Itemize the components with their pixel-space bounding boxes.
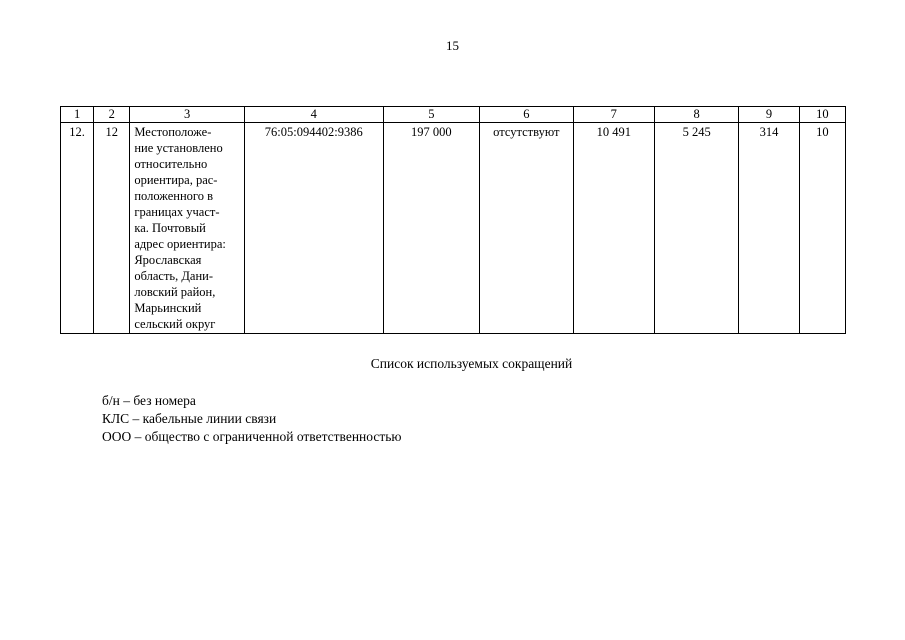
table-header-row bbox=[61, 107, 846, 123]
cadastral-number-cell: 76:05:094402:9386 bbox=[244, 123, 383, 334]
encumbrance-cell: отсутствуют bbox=[480, 123, 573, 334]
column-header: 4 bbox=[244, 107, 383, 123]
column-header: 5 bbox=[383, 107, 479, 123]
page-number: 15 bbox=[446, 38, 459, 53]
location-line: ориентира, рас- bbox=[134, 173, 218, 187]
land-plot-table bbox=[60, 106, 846, 334]
table-row bbox=[61, 123, 846, 334]
location-cell bbox=[130, 123, 245, 334]
column-header: 10 bbox=[799, 107, 845, 123]
value-cell-7: 10 491 bbox=[573, 123, 654, 334]
row-number-cell: 12. bbox=[61, 123, 94, 334]
column-header: 9 bbox=[739, 107, 799, 123]
column-header: 1 bbox=[61, 107, 94, 123]
location-line: Местоположе- bbox=[134, 125, 212, 139]
location-line: адрес ориентира: bbox=[134, 237, 226, 251]
location-line: Ярославская bbox=[134, 253, 202, 267]
value-cell-8: 5 245 bbox=[654, 123, 738, 334]
column-header: 2 bbox=[94, 107, 130, 123]
location-line: Марьинский bbox=[134, 301, 202, 315]
abbreviations-title: Список используемых сокращений bbox=[370, 356, 573, 371]
location-line: положенного в bbox=[134, 189, 214, 203]
location-line: ка. Почтовый bbox=[134, 221, 206, 235]
column-header: 8 bbox=[654, 107, 738, 123]
location-line: ловский район, bbox=[134, 285, 216, 299]
abbreviation-item: КЛС – кабельные линии связи bbox=[102, 411, 277, 426]
location-line: область, Дани- bbox=[134, 269, 213, 283]
abbreviations-list bbox=[102, 392, 402, 446]
column-header: 3 bbox=[130, 107, 245, 123]
location-line: сельский округ bbox=[134, 317, 216, 331]
abbreviation-item: б/н – без номера bbox=[102, 393, 196, 408]
column-header: 6 bbox=[480, 107, 573, 123]
value-cell-9: 314 bbox=[739, 123, 799, 334]
plot-number-cell: 12 bbox=[94, 123, 130, 334]
column-header: 7 bbox=[573, 107, 654, 123]
value-cell-10: 10 bbox=[799, 123, 845, 334]
location-line: ние установлено bbox=[134, 141, 223, 155]
abbreviation-item: ООО – общество с ограниченной ответственностью bbox=[102, 429, 402, 444]
area-cell: 197 000 bbox=[383, 123, 479, 334]
location-line: границах участ- bbox=[134, 205, 220, 219]
location-line: относительно bbox=[134, 157, 208, 171]
